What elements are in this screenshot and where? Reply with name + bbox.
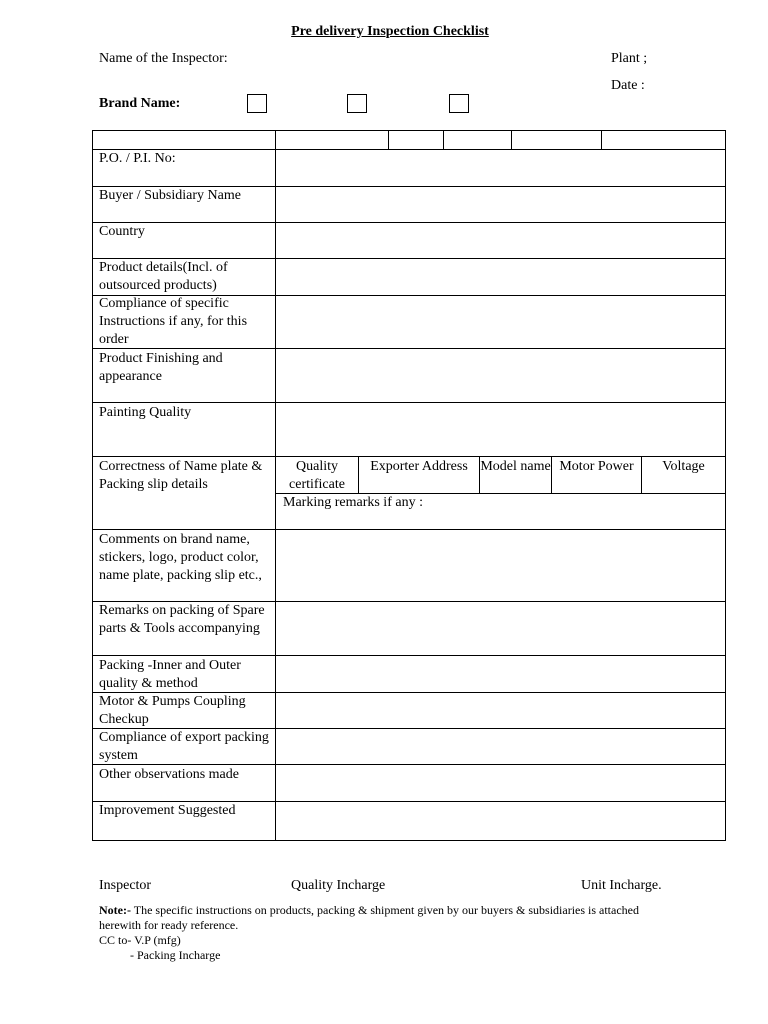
col-voltage: Voltage bbox=[662, 459, 705, 474]
brand-checkbox-2[interactable] bbox=[347, 94, 367, 113]
header-divider bbox=[388, 130, 389, 149]
marking-remarks-label: Marking remarks if any : bbox=[283, 495, 423, 510]
row-label-nameplate: Correctness of Name plate & Packing slip details bbox=[99, 459, 263, 492]
header-divider bbox=[601, 130, 602, 149]
row-line bbox=[92, 529, 726, 530]
header-divider bbox=[443, 130, 444, 149]
row-line bbox=[92, 402, 726, 403]
row-label-observations: Other observations made bbox=[99, 767, 239, 782]
col-quality-certificate: Quality certificate bbox=[289, 459, 345, 492]
header-divider bbox=[511, 130, 512, 149]
page-title: Pre delivery Inspection Checklist bbox=[291, 24, 489, 39]
row-line bbox=[92, 840, 726, 841]
row-label-export-packing: Compliance of export packing system bbox=[99, 730, 269, 763]
col-motor-power: Motor Power bbox=[559, 459, 634, 474]
row-label-finishing: Product Finishing and appearance bbox=[99, 351, 223, 384]
brand-checkbox-3[interactable] bbox=[449, 94, 469, 113]
note-text: The specific instructions on products, packing & shipment given by our buyers & subsidiaries is attached herewith for ready reference. bbox=[99, 903, 639, 932]
table-border-left bbox=[92, 130, 93, 841]
plant-label: Plant ; bbox=[611, 51, 648, 66]
cc-line: CC to- V.P (mfg) bbox=[99, 933, 181, 947]
row-line bbox=[92, 130, 726, 131]
row-line bbox=[92, 655, 726, 656]
row-label-improvement: Improvement Suggested bbox=[99, 803, 236, 818]
row-label-po-pi: P.O. / P.I. No: bbox=[99, 151, 176, 166]
note-label: Note:- bbox=[99, 903, 131, 917]
signature-unit-incharge: Unit Incharge. bbox=[581, 878, 662, 893]
row-label-coupling: Motor & Pumps Coupling Checkup bbox=[99, 694, 246, 727]
note-block bbox=[99, 903, 679, 933]
row-label-product-details: Product details(Incl. of outsourced products) bbox=[99, 260, 228, 293]
row-label-compliance-instructions: Compliance of specific Instructions if any, for this order bbox=[99, 296, 248, 347]
row-label-painting: Painting Quality bbox=[99, 405, 192, 420]
signature-quality-incharge: Quality Incharge bbox=[291, 878, 386, 893]
cc-line-2: - Packing Incharge bbox=[130, 948, 221, 962]
row-label-buyer: Buyer / Subsidiary Name bbox=[99, 188, 241, 203]
col-model-name: Model name bbox=[480, 459, 551, 474]
row-line bbox=[92, 456, 726, 457]
row-label-spare-parts: Remarks on packing of Spare parts & Tools accompanying bbox=[99, 603, 265, 636]
brand-checkbox-1[interactable] bbox=[247, 94, 267, 113]
signature-inspector: Inspector bbox=[99, 878, 152, 893]
inspector-name-label: Name of the Inspector: bbox=[99, 51, 228, 66]
row-label-brand-comments: Comments on brand name, stickers, logo, product color, name plate, packing slip etc., bbox=[99, 532, 262, 583]
brand-name-label: Brand Name: bbox=[99, 96, 181, 111]
col-exporter-address: Exporter Address bbox=[370, 459, 468, 474]
date-label: Date : bbox=[611, 78, 645, 93]
row-label-packing-method: Packing -Inner and Outer quality & method bbox=[99, 658, 241, 691]
row-label-country: Country bbox=[99, 224, 145, 239]
table-border-right bbox=[725, 130, 726, 841]
